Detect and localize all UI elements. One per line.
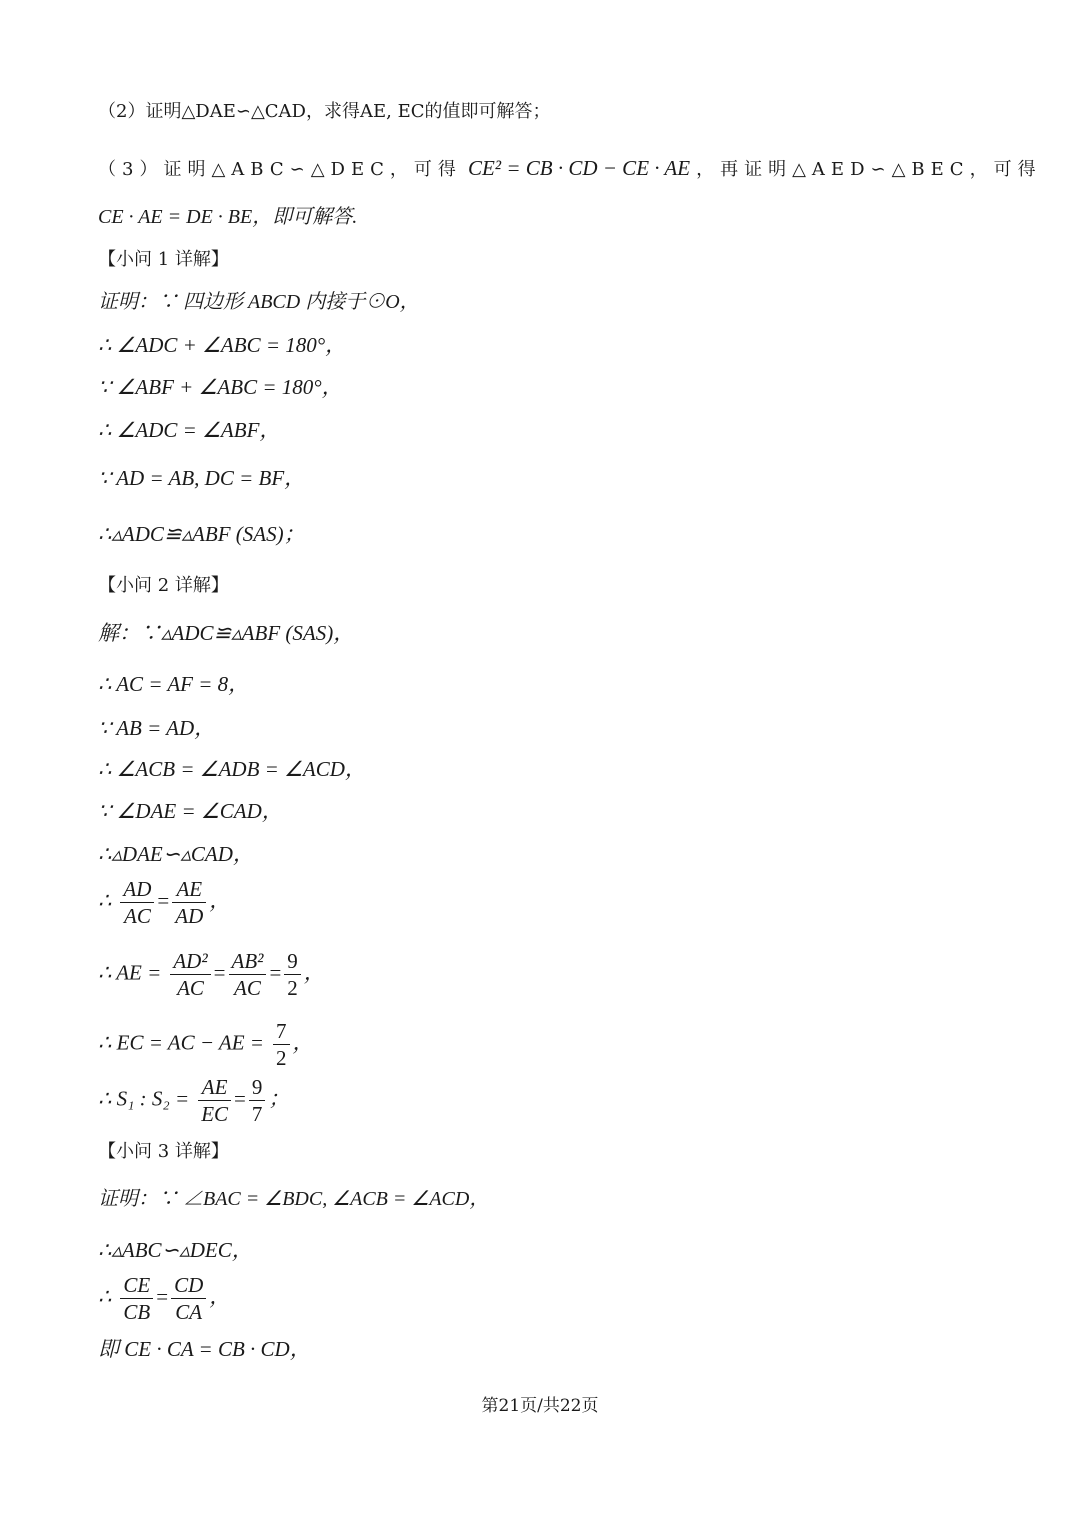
section-header-2: 【小问 2 详解】 [98, 575, 229, 596]
proof1-line-1: 证明：∵ 四边形 ABCD 内接于⊙O， [98, 291, 420, 313]
sol2-line-3: ∵ AB = AD， [98, 716, 216, 740]
analysis-line-2: （2）证明△DAE∽△CAD，求得AE, EC的值即可解答； [98, 101, 551, 122]
fraction: $\frac{7}{2}$ [273, 1018, 290, 1071]
fraction: $\frac{CD}{CA}$ [171, 1272, 206, 1325]
fraction: $\frac{\text{AD²}}{AC}$ [170, 948, 210, 1001]
proof3-line-2: ∴▵ABC∽▵DEC， [98, 1238, 253, 1262]
sol2-line-10: ∴ S₁ : S₂ = $\frac{AE}{EC}$ = $\frac{9}{7}$ ； [98, 1075, 290, 1126]
proof3-line-3: ∴ $\frac{CE}{CB}$ = $\frac{CD}{CA}$ ， [98, 1273, 231, 1324]
proof1-line-3: ∵ ∠ABF + ∠ABC = 180°， [98, 375, 343, 399]
sol2-line-7: ∴ $\frac{AD}{AC}$ = $\frac{AE}{AD}$ ， [98, 877, 231, 928]
proof1-line-5: ∵ AD = AB, DC = BF， [98, 466, 306, 490]
page-footer: 第21页/共22页 [481, 1396, 599, 1416]
analysis-line-3: （3）证明△ABC∽△DEC，可得 CE² = CB · CD − CE · AE ，再证明△AED∽△BEC，可得 [98, 156, 1042, 180]
sol2-line-8: ∴ AE = $\frac{\text{AD²}}{AC}$ = $\frac{\text{AB²}}{AC}$ = $\frac{9}{2}$ ， [98, 949, 325, 1000]
fraction: $\frac{AE}{EC}$ [198, 1074, 231, 1127]
fraction: $\frac{AD}{AC}$ [120, 876, 154, 929]
proof3-line-1: 证明：∵ ∠BAC = ∠BDC, ∠ACB = ∠ACD， [98, 1188, 490, 1210]
section-header-3: 【小问 3 详解】 [98, 1141, 229, 1162]
proof1-line-2: ∴ ∠ADC + ∠ABC = 180°， [98, 333, 347, 357]
fraction: $\frac{9}{7}$ [249, 1074, 266, 1127]
sol2-line-2: ∴ AC = AF = 8， [98, 672, 250, 696]
section-header-1: 【小问 1 详解】 [98, 249, 229, 270]
sol2-line-6: ∴▵DAE∽▵CAD， [98, 842, 254, 866]
sol2-line-5: ∵ ∠DAE = ∠CAD， [98, 799, 283, 823]
proof1-line-6: ∴▵ADC≌▵ABF (SAS)； [98, 522, 305, 546]
sol2-line-9: ∴ EC = AC − AE = $\frac{7}{2}$ ， [98, 1019, 314, 1070]
analysis-line-3-cont: CE · AE = DE · BE，即可解答. [98, 206, 358, 228]
sol2-line-1: 解：∵▵ADC≌▵ABF (SAS)， [98, 621, 355, 645]
sol2-line-4: ∴ ∠ACB = ∠ADB = ∠ACD， [98, 757, 366, 781]
fraction: $\frac{CE}{CB}$ [120, 1272, 153, 1325]
fraction: $\frac{AE}{AD}$ [172, 876, 206, 929]
proof3-line-4: 即 CE · CA = CB · CD， [98, 1337, 311, 1361]
fraction: $\frac{\text{AB²}}{AC}$ [229, 948, 267, 1001]
proof1-line-4: ∴ ∠ADC = ∠ABF， [98, 418, 281, 442]
fraction: $\frac{9}{2}$ [284, 948, 301, 1001]
